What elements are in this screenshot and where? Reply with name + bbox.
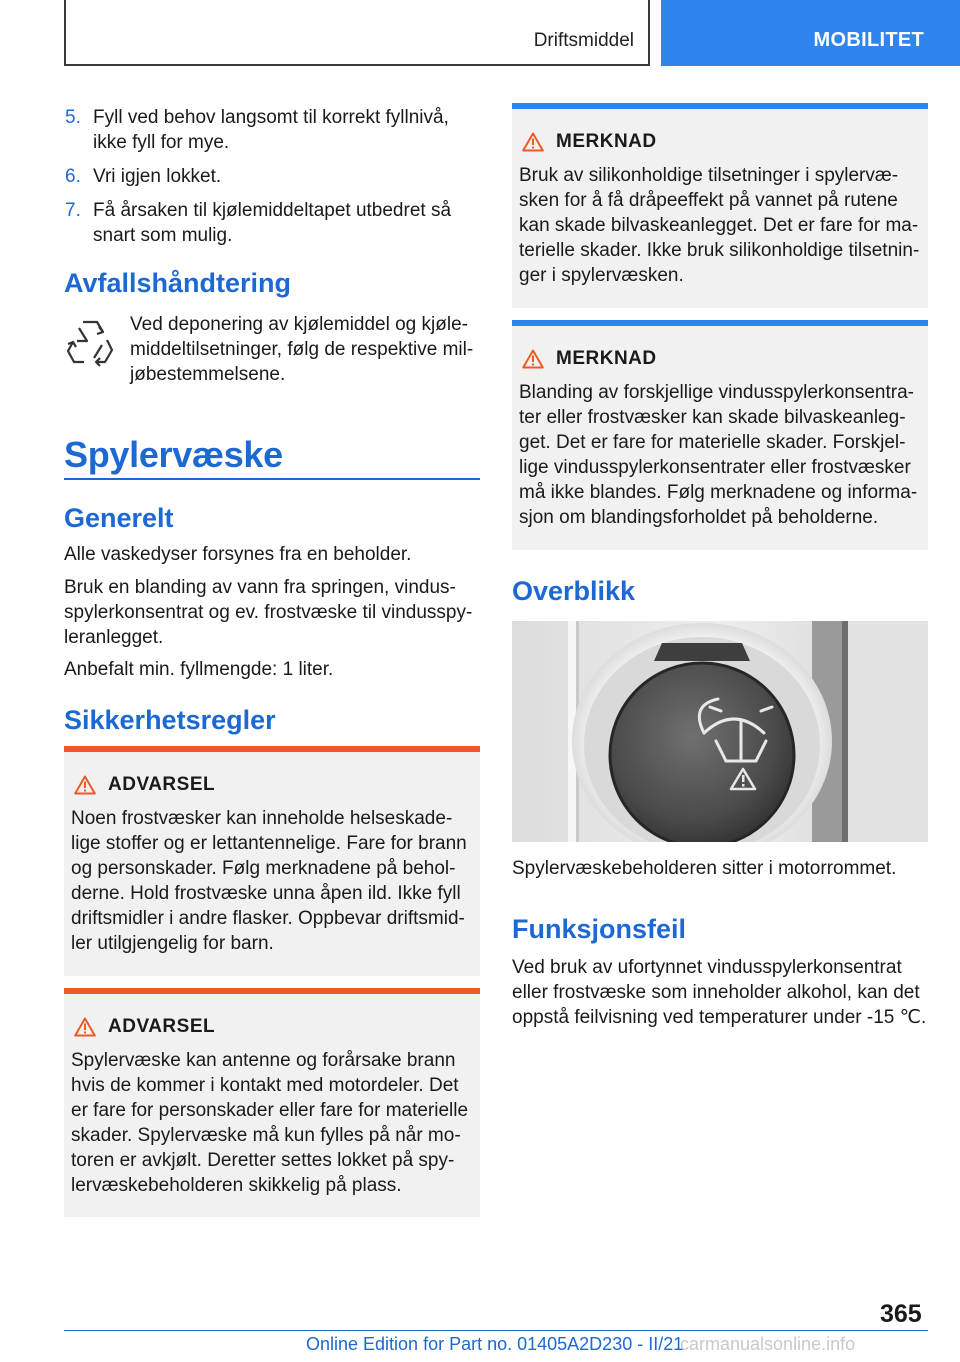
step-list xyxy=(64,105,480,257)
notice-text: Blanding av forskjellige vindusspylerkonsentrater eller frostvæsker kan skade bilvaskeanlegget. Det er fare for materielle skader. Forskjellige vindusspylerkonsentrater eller frostvæsker må ikke blandes. Følg merknadene og informasjon om blandingsforholdet på beholderne. xyxy=(519,382,918,528)
warning-header xyxy=(74,1016,215,1038)
step-text: Få årsaken til kjølemiddeltapet utbedret så snart som mulig. xyxy=(93,200,452,246)
footer-edition: Online Edition for Part no. 01405A2D230 - II/21 xyxy=(306,1334,684,1354)
warning-box-2 xyxy=(64,988,480,1217)
warning-title: ADVARSEL xyxy=(108,774,216,795)
washer-fluid-cap-photo xyxy=(512,621,928,842)
footer-divider xyxy=(64,1330,928,1331)
list-item xyxy=(64,105,480,155)
general-heading: Generelt xyxy=(64,503,174,533)
page-number: 365 xyxy=(880,1300,922,1328)
step-number: 7. xyxy=(65,200,81,221)
general-paragraph-1: Alle vaskedyser forsynes fra en beholder. xyxy=(64,544,412,565)
header-section-title: Driftsmiddel xyxy=(533,30,634,51)
watermark: carmanualsonline.info xyxy=(680,1334,856,1354)
step-number: 6. xyxy=(65,166,81,187)
header-chapter-title: MOBILITET xyxy=(813,29,924,51)
list-item xyxy=(64,164,480,189)
notice-box-2 xyxy=(512,320,928,550)
disposal-heading: Avfallshåndtering xyxy=(64,268,292,298)
safety-heading: Sikkerhetsregler xyxy=(64,705,276,735)
header-chapter-tab xyxy=(661,0,960,66)
overview-heading: Overblikk xyxy=(512,576,636,606)
malfunction-text: Ved bruk av ufortynnet vindusspylerkonsentrat eller frostvæske som inneholder alkohol, kan det oppstå feilvisning ved temperaturer under -15 ℃. xyxy=(512,957,927,1028)
notice-header xyxy=(522,131,657,153)
notice-box-1 xyxy=(512,103,928,308)
washer-fluid-title: Spylervæske xyxy=(64,434,283,475)
notice-title: MERKNAD xyxy=(556,348,657,369)
warning-text: Noen frostvæsker kan inneholde helseskadelige stoffer og er lettantennelige. Fare for brann og personskader. Følg merknadene på beholderne. Hold frostvæske unna åpen ild. Ikke fyll driftsmidler i andre flasker. Oppbevar driftsmidler utilgjengelig for barn. xyxy=(71,808,467,954)
warning-box-1 xyxy=(64,746,480,976)
warning-title: ADVARSEL xyxy=(108,1016,216,1037)
warning-triangle-icon xyxy=(74,775,96,795)
list-item xyxy=(64,198,480,248)
step-number: 5. xyxy=(65,107,81,128)
warning-triangle-icon xyxy=(522,132,544,152)
warning-text: Spylervæske kan antenne og forårsake brann hvis de kommer i kontakt med motordeler. Det er fare for personskader eller fare for materielle skader. Spylervæske må kun fylles på når motoren er avkjølt. Deretter settes lokket på spylervæskebeholderen skikkelig på plass. xyxy=(71,1050,469,1196)
recycle-icon xyxy=(66,314,114,370)
title-divider xyxy=(64,478,480,480)
general-paragraph-3: Anbefalt min. fyllmengde: 1 liter. xyxy=(64,659,334,680)
notice-text: Bruk av silikonholdige tilsetninger i spylervæsken for å få dråpeeffekt på vannet på rutene kan skade bilvaskeanlegget. Det er fare for materielle skader. Ikke bruk silikonholdige tilsetninger i spylervæsken. xyxy=(519,165,920,286)
warning-triangle-icon xyxy=(74,1017,96,1037)
general-paragraph-2: Bruk en blanding av vann fra springen, vindusspylerkonsentrat og ev. frostvæske til vindusspyleranlegget. xyxy=(64,577,473,648)
malfunction-heading: Funksjonsfeil xyxy=(512,914,687,944)
warning-header xyxy=(74,774,215,796)
notice-title: MERKNAD xyxy=(556,131,657,152)
step-text: Fyll ved behov langsomt til korrekt fyllnivå, ikke fyll for mye. xyxy=(93,107,449,153)
step-text: Vri igjen lokket. xyxy=(93,166,222,187)
warning-triangle-icon xyxy=(522,349,544,369)
header-section-box xyxy=(64,0,650,66)
disposal-text: Ved deponering av kjølemiddel og kjølemiddeltilsetninger, følg de respektive miljøbestemmelsene. xyxy=(130,314,474,385)
overview-caption: Spylervæskebeholderen sitter i motorrommet. xyxy=(512,858,897,879)
notice-header xyxy=(522,348,657,370)
